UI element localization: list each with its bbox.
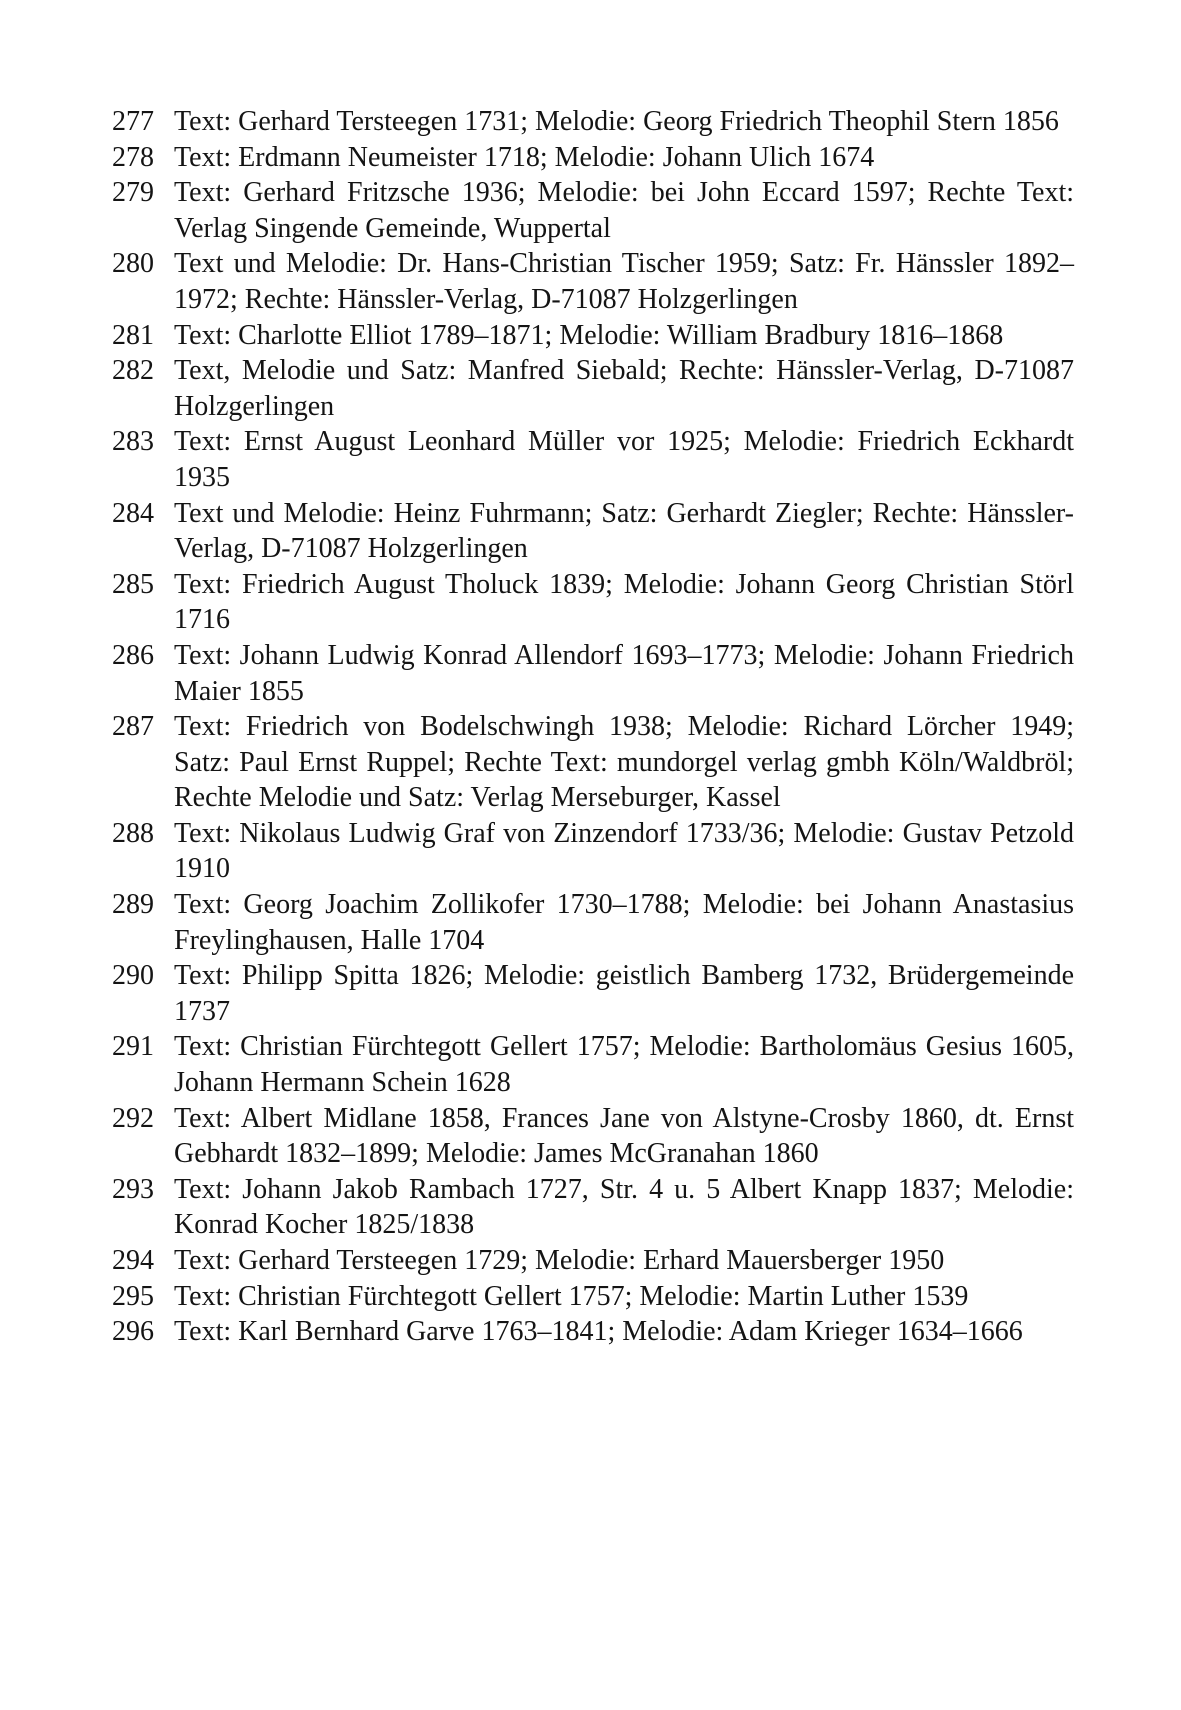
credit-entry [112, 1243, 1074, 1279]
entry-number: 280 [112, 248, 154, 280]
entry-text: Text: Charlotte Elliot 1789–1871; Melodie: William Bradbury 1816–1868 [174, 319, 1004, 351]
entry-number: 294 [112, 1245, 154, 1276]
credit-entry [112, 496, 1074, 567]
entry-text: Text: Nikolaus Ludwig Graf von Zinzendorf 1733/36; Melodie: Gustav Petzold 1910 [174, 817, 1074, 885]
credit-entry [112, 567, 1074, 638]
credit-entry [112, 246, 1074, 317]
credit-entry [112, 318, 1074, 354]
entry-text: Text: Friedrich von Bodelschwingh 1938; Melodie: Richard Lörcher 1949; Satz: Paul Ernst Ruppel; Rechte Text: mundorgel verlag gmbh Köln/Waldbröl; Rechte Melodie und Satz: Verlag Merseburger, Kassel [174, 711, 1074, 814]
entry-text: Text und Melodie: Heinz Fuhrmann; Satz: Gerhardt Ziegler; Rechte: Hänssler-Verlag, D-71087 Holzgerlingen [174, 497, 1074, 565]
entry-text: Text: Gerhard Tersteegen 1731; Melodie: Georg Friedrich Theophil Stern 1856 [174, 106, 1059, 137]
entry-number: 286 [112, 639, 154, 671]
entry-number: 278 [112, 141, 154, 173]
credit-entry [112, 140, 1074, 176]
entry-text: Text: Gerhard Tersteegen 1729; Melodie: Erhard Mauersberger 1950 [174, 1245, 945, 1276]
credit-entry [112, 1101, 1074, 1172]
credit-entry [112, 1314, 1074, 1350]
credit-entry [112, 175, 1074, 246]
entry-number: 282 [112, 355, 154, 387]
entry-number: 277 [112, 106, 154, 137]
entry-text: Text: Christian Fürchtegott Gellert 1757; Melodie: Bartholomäus Gesius 1605, Johann Hermann Schein 1628 [174, 1031, 1074, 1099]
entry-number: 281 [112, 319, 154, 351]
entry-number: 285 [112, 568, 154, 600]
entry-text: Text: Johann Jakob Rambach 1727, Str. 4 u. 5 Albert Knapp 1837; Melodie: Konrad Kocher 1825/1838 [174, 1173, 1074, 1241]
credit-entry [112, 887, 1074, 958]
entry-text: Text: Christian Fürchtegott Gellert 1757; Melodie: Martin Luther 1539 [174, 1280, 969, 1312]
credit-entry [112, 1279, 1074, 1315]
credit-entry [112, 353, 1074, 424]
entry-number: 279 [112, 177, 154, 209]
entry-number: 292 [112, 1102, 154, 1134]
entry-number: 288 [112, 817, 154, 849]
entry-number: 293 [112, 1173, 154, 1205]
entry-number: 295 [112, 1280, 154, 1312]
entry-text: Text, Melodie und Satz: Manfred Siebald; Rechte: Hänssler-Verlag, D-71087 Holzgerlingen [174, 355, 1074, 422]
credit-entry [112, 1029, 1074, 1100]
credit-entry [112, 816, 1074, 887]
entry-text: Text: Ernst August Leonhard Müller vor 1925; Melodie: Friedrich Eckhardt 1935 [174, 426, 1074, 493]
entry-text: Text: Johann Ludwig Konrad Allendorf 1693–1773; Melodie: Johann Friedrich Maier 1855 [174, 639, 1074, 707]
entry-number: 287 [112, 711, 154, 743]
credit-entry [112, 709, 1074, 816]
entry-number: 283 [112, 426, 154, 458]
credit-entry [112, 104, 1074, 140]
entry-number: 290 [112, 960, 154, 992]
entry-number: 291 [112, 1031, 154, 1063]
entry-text: Text: Philipp Spitta 1826; Melodie: geistlich Bamberg 1732, Brüdergemeinde 1737 [174, 960, 1074, 1027]
entry-number: 289 [112, 889, 154, 921]
entry-number: 284 [112, 497, 154, 529]
entry-text: Text: Karl Bernhard Garve 1763–1841; Melodie: Adam Krieger 1634–1666 [174, 1316, 1023, 1348]
entry-text: Text: Erdmann Neumeister 1718; Melodie: Johann Ulich 1674 [174, 141, 875, 173]
credit-entry [112, 958, 1074, 1029]
entry-text: Text: Albert Midlane 1858, Frances Jane von Alstyne-Crosby 1860, dt. Ernst Gebhardt 1832–1899; Melodie: James McGranahan 1860 [174, 1102, 1074, 1170]
entry-text: Text: Gerhard Fritzsche 1936; Melodie: bei John Eccard 1597; Rechte Text: Verlag Singende Gemeinde, Wuppertal [174, 177, 1074, 244]
song-credits-list [112, 104, 1074, 1350]
entry-text: Text: Friedrich August Tholuck 1839; Melodie: Johann Georg Christian Störl 1716 [174, 568, 1074, 636]
credit-entry [112, 424, 1074, 495]
credit-entry [112, 638, 1074, 709]
entry-text: Text: Georg Joachim Zollikofer 1730–1788; Melodie: bei Johann Anastasius Freylinghausen, Halle 1704 [174, 889, 1074, 956]
entry-text: Text und Melodie: Dr. Hans-Christian Tischer 1959; Satz: Fr. Hänssler 1892–1972; Rechte: Hänssler-Verlag, D-71087 Holzgerlingen [174, 248, 1074, 315]
entry-number: 296 [112, 1316, 154, 1348]
credit-entry [112, 1172, 1074, 1243]
